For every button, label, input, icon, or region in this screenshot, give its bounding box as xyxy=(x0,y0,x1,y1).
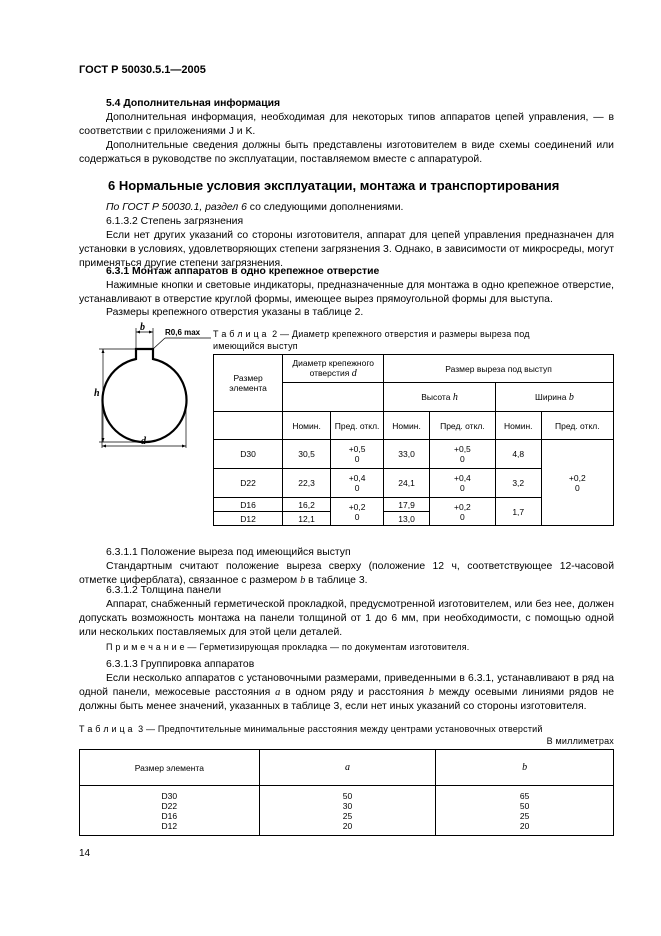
note-text: — Герметизирующая прокладка — по документам изготовителя. xyxy=(184,642,470,652)
table-2-cell-d-dev: +0,4 0 xyxy=(331,469,384,498)
table-2-cell-h-dev: +0,5 0 xyxy=(429,440,495,469)
symbol-a: a xyxy=(275,687,281,698)
table-2-caption xyxy=(213,328,530,352)
document-header: ГОСТ Р 50030.5.1—2005 xyxy=(79,64,206,76)
table-2-cell-element: D30 xyxy=(214,440,283,469)
dim-radius-label: R0,6 max xyxy=(165,328,201,337)
section-6-3-1-2-text: Аппарат, снабженный герметической прокладкой, предусмотренной изготовителем, или без нее, должен допускать возможность монтажа на панели толщиной от 1 до 6 мм, при необходимости, с помощью одной или нескольких поставляемых для этой цели деталей. xyxy=(79,599,614,638)
hole-outline xyxy=(103,349,187,442)
dim-b-label: b xyxy=(140,322,145,333)
mounting-hole-figure xyxy=(79,320,219,452)
section-6-title: 6 Нормальные условия эксплуатации, монтажа и транспортирования xyxy=(108,178,560,193)
table-2-cell-element: D22 xyxy=(214,469,283,498)
table-3-column-b: 65 50 25 20 xyxy=(436,786,614,836)
table-2-cell-element: D12 xyxy=(214,512,283,526)
table-2-header-dev-b: Пред. откл. xyxy=(541,412,613,440)
section-6-3-1-text: Нажимные кнопки и световые индикаторы, предназначенные для монтажа в одно крепежное отверстие, устанавливают в отверстие круглой формы, имеющее вырез прямоугольной формы для выступа. xyxy=(79,280,614,305)
section-6-reference-italic: По ГОСТ Р 50030.1, раздел 6 xyxy=(106,202,247,213)
symbol-b-2: b xyxy=(428,687,434,698)
table-3-units: В миллиметрах xyxy=(546,736,614,746)
table-2-header-nom-d: Номин. xyxy=(283,412,331,440)
table-2-cell-h: 33,0 xyxy=(384,440,430,469)
table-2-cell-d-dev: +0,5 0 xyxy=(331,440,384,469)
table-2-header-diameter: Диаметр крепежного отверстия d xyxy=(283,355,384,383)
note xyxy=(79,640,614,654)
table-2-cell-h: 13,0 xyxy=(384,512,430,526)
table-2-header-size: Размер элемента xyxy=(214,355,283,412)
section-5-4-title: 5.4 Дополнительная информация xyxy=(106,98,281,109)
table-3-caption xyxy=(79,724,543,734)
section-6-reference xyxy=(79,201,614,215)
table-2-header-dev-d: Пред. откл. xyxy=(331,412,384,440)
table-3-column-a: 50 30 25 20 xyxy=(259,786,436,836)
table-2-header-nom-h: Номин. xyxy=(384,412,430,440)
table-2-cell-b: 3,2 xyxy=(495,469,541,498)
table-3-caption-text: 3 — Предпочтительные минимальные расстояния между центрами установочных отверстий xyxy=(138,724,543,734)
table-2-cell-h-dev-small: +0,2 0 xyxy=(429,498,495,526)
table-3 xyxy=(79,749,614,836)
section-6-3-1-3-title: 6.3.1.3 Группировка аппаратов xyxy=(106,659,255,670)
table-2-cell-h: 24,1 xyxy=(384,469,430,498)
section-6-3-1-title: 6.3.1 Монтаж аппаратов в одно крепежное отверстие xyxy=(106,266,380,277)
table-2-row xyxy=(214,440,614,469)
table-2-header-width: Ширина b xyxy=(495,383,613,412)
table-2-caption-lead: Т а б л и ц а xyxy=(213,329,267,339)
table-2-cell-d: 12,1 xyxy=(283,512,331,526)
table-2-cell-b-dev: +0,2 0 xyxy=(541,440,613,526)
section-6-3-1-1-text: Стандартным считают положение выреза сверху (положение 12 ч, соответствующее 12-часовой отметке циферблата), связанное с размером b в таблице 3. xyxy=(79,561,614,586)
section-6-reference-rest: со следующими дополнениями. xyxy=(246,202,404,213)
table-2-header-height: Высота h xyxy=(384,383,496,412)
section-6-1-3-2-text: Если нет других указаний со стороны изготовителя, аппарат для цепей управления предназначен для установки в условиях, удовлетворяющих степени загрязнения 3. Однако, в зависимости от микросреды, могут применяться другие степени загрязнения. xyxy=(79,230,614,269)
table-2-cell-d: 22,3 xyxy=(283,469,331,498)
page-number: 14 xyxy=(79,848,91,859)
table-2-cell-h-dev: +0,4 0 xyxy=(429,469,495,498)
table-2-cell-d-dev-small: +0,2 0 xyxy=(331,498,384,526)
radius-leader xyxy=(153,338,165,349)
table-2-header-dev-h: Пред. откл. xyxy=(429,412,495,440)
section-6-3-1-3-text: Если несколько аппаратов с установочными размерами, приведенными в 6.3.1, устанавливают в ряд на одной панели, межосевые расстояния a в одном ряду и расстояния b между осевыми линиями рядов не должны быть менее значений, указанных в таблице 3, если нет иных указаний со стороны изготовителя. xyxy=(79,673,614,712)
table-2-cell-element: D16 xyxy=(214,498,283,512)
table-2-cell-d: 30,5 xyxy=(283,440,331,469)
note-lead: П р и м е ч а н и е xyxy=(106,642,185,652)
section-5-4-paragraph-1: Дополнительная информация, необходимая для некоторых типов аппаратов цепей управления, — в соответствии с приложениями J и K. xyxy=(79,112,614,137)
section-6-3-1-text-2: Размеры крепежного отверстия указаны в таблице 2. xyxy=(106,307,364,318)
section-5-4-paragraph-2: Дополнительные сведения должны быть представлены изготовителем в виде схемы соединений или содержаться в руководстве по эксплуатации, поставляемом вместе с аппаратурой. xyxy=(79,140,614,165)
table-2-caption-text: 2 — Диаметр крепежного отверстия и размеры выреза под xyxy=(272,329,530,339)
dim-h-label: h xyxy=(94,388,100,399)
table-2-cell-h: 17,9 xyxy=(384,498,430,512)
table-2-header-nom-b: Номин. xyxy=(495,412,541,440)
table-2-cell-b: 4,8 xyxy=(495,440,541,469)
table-3-caption-lead: Т а б л и ц а xyxy=(79,724,133,734)
table-2-cell-d: 16,2 xyxy=(283,498,331,512)
table-2-header-diameter-spacer xyxy=(283,383,384,412)
dim-d-label: d xyxy=(141,436,146,447)
table-2-cell-b-small: 1,7 xyxy=(495,498,541,526)
section-6-3-1-2-title: 6.3.1.2 Толщина панели xyxy=(106,585,222,596)
table-3-header-b: b xyxy=(436,750,614,786)
table-2 xyxy=(213,354,614,526)
table-2-caption-line-2: имеющийся выступ xyxy=(213,341,298,351)
table-2-header-size-spacer xyxy=(214,412,283,440)
table-3-header-a: a xyxy=(259,750,436,786)
table-3-header-size: Размер элемента xyxy=(80,750,260,786)
symbol-b: b xyxy=(300,575,306,586)
table-3-column-element: D30 D22 D16 D12 xyxy=(80,786,260,836)
section-6-3-1-1-title: 6.3.1.1 Положение выреза под имеющийся выступ xyxy=(106,547,351,558)
table-2-header-cutout: Размер выреза под выступ xyxy=(384,355,614,383)
section-6-1-3-2-title: 6.1.3.2 Степень загрязнения xyxy=(106,216,244,227)
